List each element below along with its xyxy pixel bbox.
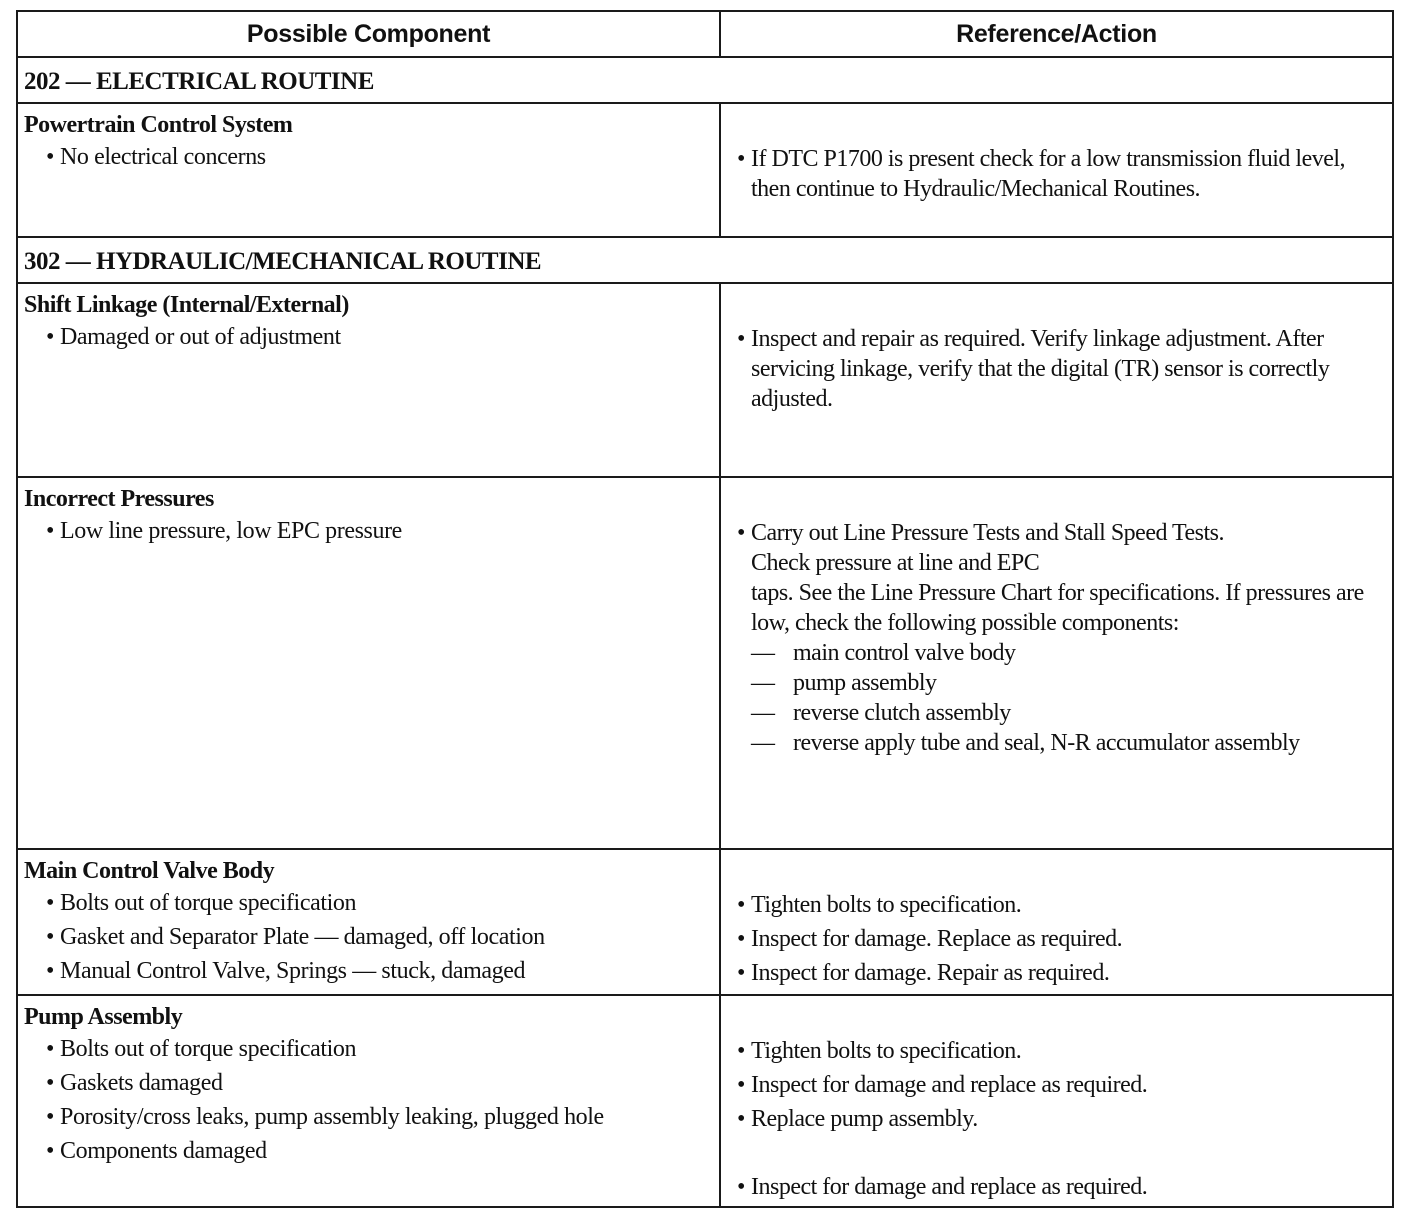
section-title-electrical: 202 — ELECTRICAL ROUTINE [17, 57, 1393, 103]
section-title-hydraulic: 302 — HYDRAULIC/MECHANICAL ROUTINE [17, 237, 1393, 283]
table-row [17, 103, 1393, 237]
table-row [17, 995, 1393, 1207]
action-item: • Inspect for damage and replace as required. [731, 1172, 1384, 1202]
action-item: • If DTC P1700 is present check for a low transmission fluid level, then continue to Hydraulic/Mechanical Routines. [731, 144, 1384, 204]
diagnosis-table [16, 10, 1394, 1208]
component-sub-item: — main control valve body [731, 638, 1384, 668]
cause-item: • Manual Control Valve, Springs — stuck, damaged [18, 954, 719, 988]
component-sub-item: — reverse clutch assembly [731, 698, 1384, 728]
action-text: taps. See the Line Pressure Chart for specifications. If pressures are low, check the following possible components: [751, 580, 1364, 636]
cause-item: • Bolts out of torque specification [18, 1032, 719, 1066]
section-row [17, 237, 1393, 283]
action-item: • Carry out Line Pressure Tests and Stall Speed Tests. [731, 518, 1384, 548]
action-cell [720, 283, 1393, 477]
component-sub-item: — pump assembly [731, 668, 1384, 698]
component-title: Shift Linkage (Internal/External) [24, 292, 349, 318]
action-item: • Tighten bolts to specification. [731, 1036, 1384, 1066]
component-sub-item: — reverse apply tube and seal, N-R accumulator assembly [731, 728, 1384, 758]
action-cell [720, 477, 1393, 849]
action-cell [720, 995, 1393, 1207]
table-row [17, 283, 1393, 477]
action-item: • Inspect for damage. Repair as required. [731, 958, 1384, 988]
cause-item: • Gaskets damaged [18, 1066, 719, 1100]
cause-item: • Bolts out of torque specification [18, 886, 719, 920]
header-action: Reference/Action [720, 11, 1393, 57]
component-cell [17, 283, 720, 477]
component-cell [17, 103, 720, 237]
cause-item: • Gasket and Separator Plate — damaged, off location [18, 920, 719, 954]
action-item: • Inspect for damage and replace as required. [731, 1070, 1384, 1100]
action-item: • Inspect and repair as required. Verify linkage adjustment. After servicing linkage, verify that the digital (TR) sensor is correctly adjusted. [731, 324, 1384, 414]
action-cell [720, 849, 1393, 995]
component-title: Main Control Valve Body [24, 858, 275, 884]
header-component: Possible Component [17, 11, 720, 57]
section-row [17, 57, 1393, 103]
action-item: • Tighten bolts to specification. [731, 890, 1384, 920]
cause-item: • Low line pressure, low EPC pressure [18, 514, 719, 548]
action-text: Check pressure at line and EPC [751, 550, 1040, 576]
header-row [17, 11, 1393, 57]
cause-item: • Components damaged [18, 1132, 719, 1168]
component-cell [17, 477, 720, 849]
table-row [17, 477, 1393, 849]
cause-item: • Porosity/cross leaks, pump assembly leaking, plugged hole [18, 1100, 719, 1132]
action-cell [720, 103, 1393, 237]
action-item: • Replace pump assembly. [731, 1104, 1384, 1134]
component-title: Powertrain Control System [24, 112, 293, 138]
table-row [17, 849, 1393, 995]
cause-item: • No electrical concerns [18, 140, 719, 174]
component-cell [17, 849, 720, 995]
component-title: Incorrect Pressures [24, 486, 214, 512]
cause-item: • Damaged or out of adjustment [18, 320, 719, 354]
component-title: Pump Assembly [24, 1004, 183, 1030]
action-item: • Inspect for damage. Replace as required. [731, 924, 1384, 954]
component-cell [17, 995, 720, 1207]
